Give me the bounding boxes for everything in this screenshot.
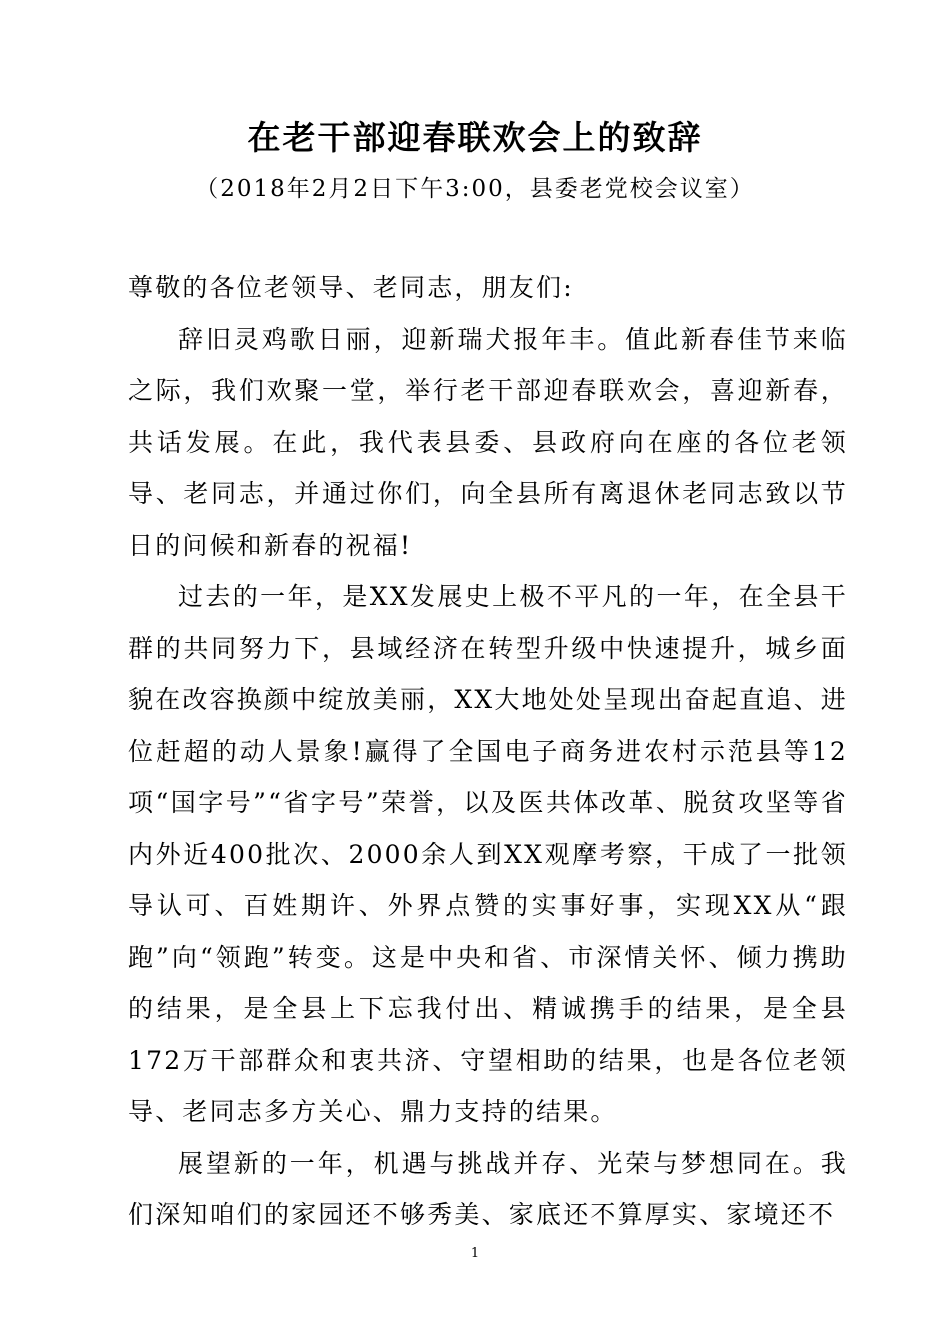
document-body bbox=[128, 262, 848, 1241]
paragraph: 辞旧灵鸡歌日丽，迎新瑞犬报年丰。值此新春佳节来临之际，我们欢聚一堂，举行老干部迎春联欢会，喜迎新春，共话发展。在此，我代表县委、县政府向在座的各位老领导、老同志，并通过你们，向全县所有离退休老同志致以节日的问候和新春的祝福! bbox=[128, 324, 848, 560]
paragraph: 过去的一年，是XX发展史上极不平凡的一年，在全县干群的共同努力下，县域经济在转型升级中快速提升，城乡面貌在改容换颜中绽放美丽，XX大地处处呈现出奋起直追、进位赶超的动人景象!赢得了全国电子商务进农村示范县等12项“国字号”“省字号”荣誉，以及医共体改革、脱贫攻坚等省内外近400批次、2000余人到XX观摩考察，干成了一批领导认可、百姓期许、外界点赞的实事好事，实现XX从“跟跑”向“领跑”转变。这是中央和省、市深情关怀、倾力携助的结果，是全县上下忘我付出、精诚携手的结果，是全县172万干部群众和衷共济、守望相助的结果，也是各位老领导、老同志多方关心、鼎力支持的结果。 bbox=[128, 582, 848, 1126]
salutation: 尊敬的各位老领导、老同志，朋友们: bbox=[128, 273, 574, 302]
paragraph: 展望新的一年，机遇与挑战并存、光荣与梦想同在。我们深知咱们的家园还不够秀美、家底还不算厚实、家境还不 bbox=[128, 1148, 848, 1229]
document-subtitle: （2018年2月2日下午3:00，县委老党校会议室） bbox=[195, 176, 755, 202]
page-number: 1 bbox=[470, 1246, 480, 1261]
document-title: 在老干部迎春联欢会上的致辞 bbox=[247, 118, 703, 157]
